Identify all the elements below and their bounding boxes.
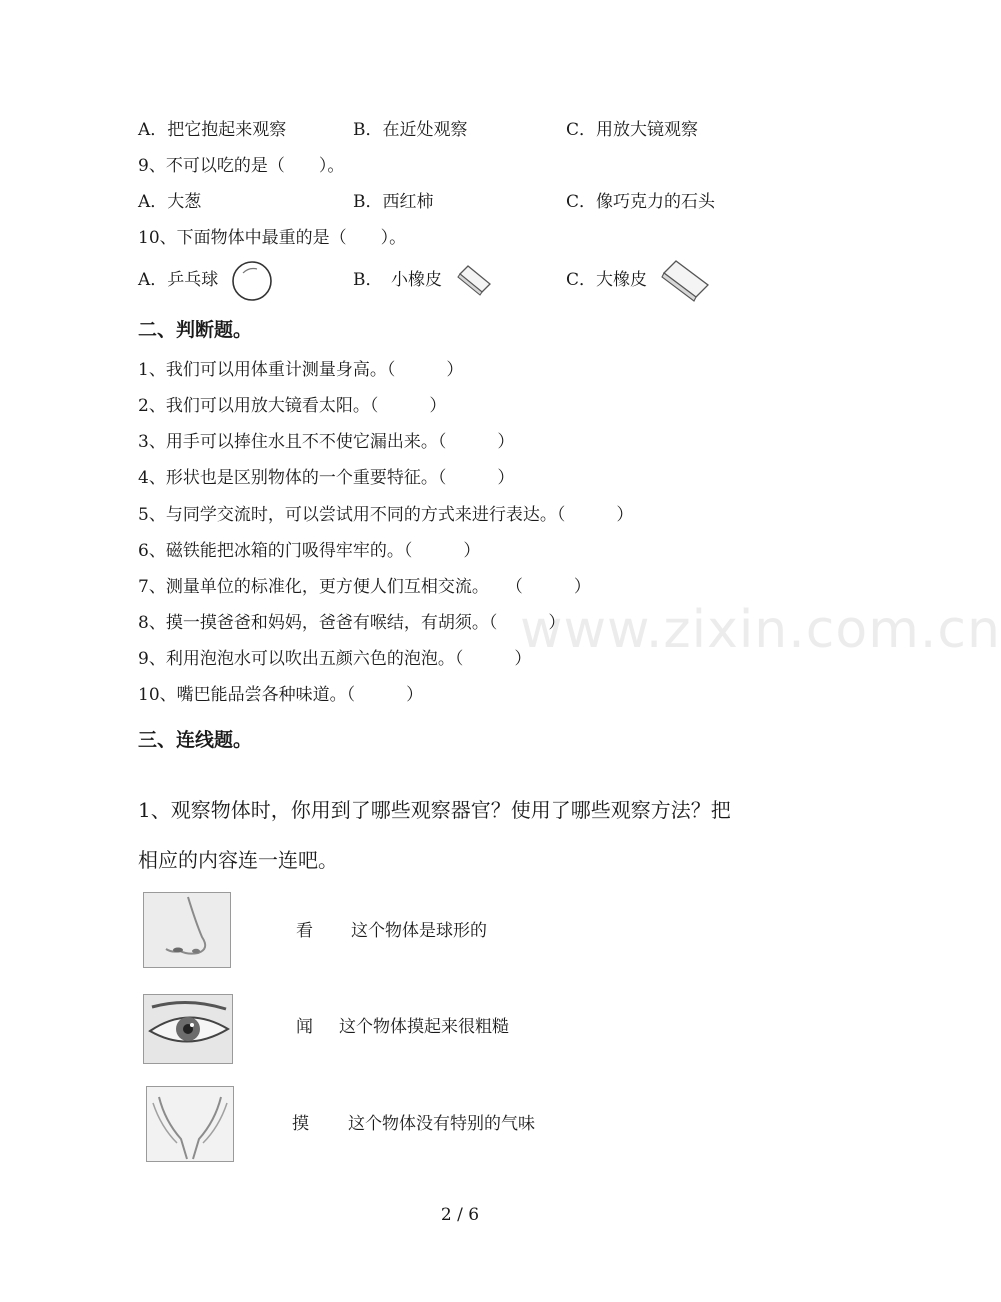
nose-icon [144,893,230,967]
q10-option-c: C．大橡皮 [566,270,648,290]
watermark: www.zixin.com.cn [520,600,1001,660]
q9-option-c: C．像巧克力的石头 [566,192,716,212]
verb-touch: 摸 [292,1114,309,1134]
big-eraser-icon [658,257,712,303]
q8-option-a: A．把它抱起来观察 [138,120,287,140]
small-eraser-icon [454,262,494,298]
q9-option-a: A．大葱 [138,192,202,212]
q9-question: 9、不可以吃的是（ ）。 [138,156,345,176]
q9-option-b: B．西红柿 [353,192,434,212]
desc-spherical: 这个物体是球形的 [351,921,487,941]
section-2-title: 二、判断题。 [138,319,253,341]
judgement-item-8: 8、摸一摸爸爸和妈妈，爸爸有喉结，有胡须。（ ） [138,613,566,633]
judgement-item-9: 9、利用泡泡水可以吹出五颜六色的泡泡。（ ） [138,649,532,669]
judgement-item-4: 4、形状也是区别物体的一个重要特征。（ ） [138,468,515,488]
judgement-item-6: 6、磁铁能把冰箱的门吸得牢牢的。（ ） [138,541,481,561]
judgement-item-2: 2、我们可以用放大镜看太阳。（ ） [138,396,447,416]
desc-no-smell: 这个物体没有特别的气味 [348,1114,535,1134]
desc-rough: 这个物体摸起来很粗糙 [339,1017,509,1037]
matching-question-line-1: 1、观察物体时，你用到了哪些观察器官？使用了哪些观察方法？把 [138,798,731,822]
eye-icon [144,995,232,1063]
section-3-title: 三、连线题。 [138,729,253,751]
nose-picture [143,892,231,968]
matching-question-line-2: 相应的内容连一连吧。 [138,848,338,872]
eye-picture [143,994,233,1064]
judgement-item-1: 1、我们可以用体重计测量身高。（ ） [138,360,464,380]
judgement-item-7: 7、测量单位的标准化，更方便人们互相交流。 （ ） [138,577,591,597]
judgement-item-10: 10、嘴巴能品尝各种味道。（ ） [138,685,424,705]
q10-option-b: B． 小橡皮 [353,270,442,290]
hands-icon [147,1087,233,1161]
q10-question: 10、下面物体中最重的是（ ）。 [138,228,407,248]
judgement-item-5: 5、与同学交流时，可以尝试用不同的方式来进行表达。（ ） [138,505,634,525]
hands-picture [146,1086,234,1162]
q8-option-b: B．在近处观察 [353,120,468,140]
verb-look: 看 [296,921,313,941]
q10-option-a: A．乒乓球 [138,270,219,290]
judgement-item-3: 3、用手可以捧住水且不不使它漏出来。（ ） [138,432,515,452]
ping-pong-ball-icon [229,259,275,303]
verb-smell: 闻 [296,1017,313,1037]
page-number: 2 / 6 [440,1205,480,1225]
q8-option-c: C．用放大镜观察 [566,120,699,140]
